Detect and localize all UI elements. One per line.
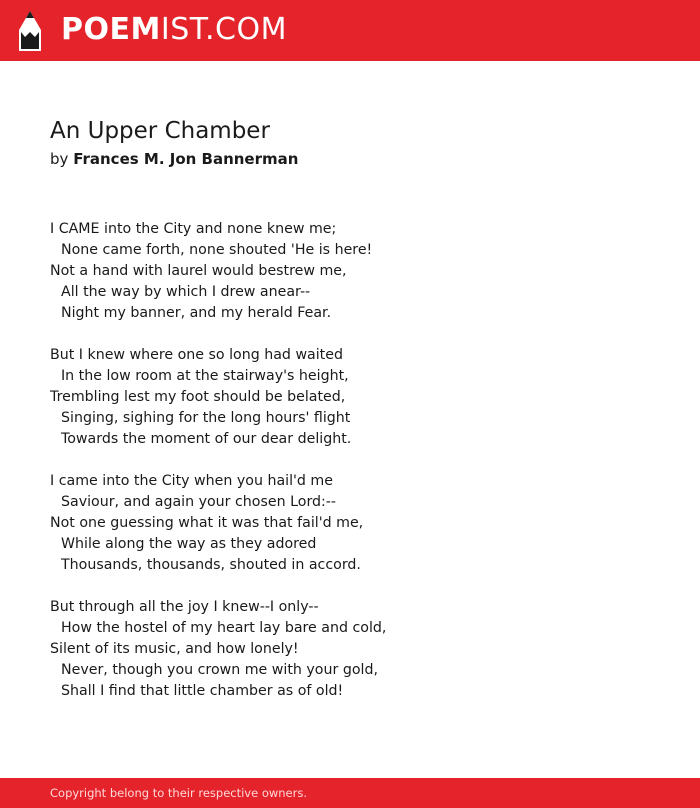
site-header bbox=[0, 0, 700, 61]
poem-line: Not one guessing what it was that fail'd me, bbox=[50, 515, 364, 531]
poem-line: While along the way as they adored bbox=[61, 536, 317, 552]
poem-line: Never, though you crown me with your gold, bbox=[61, 662, 378, 678]
poem-line: Towards the moment of our dear delight. bbox=[61, 431, 352, 447]
poem-line: I came into the City when you hail'd me bbox=[50, 473, 333, 489]
poem-body bbox=[50, 219, 650, 702]
poem-line: Saviour, and again your chosen Lord:-- bbox=[61, 494, 337, 510]
poem-line: But through all the joy I knew--I only-- bbox=[50, 599, 319, 615]
stanza-break bbox=[50, 576, 650, 597]
poem-line: How the hostel of my heart lay bare and cold, bbox=[61, 620, 387, 636]
poem-line: I CAME into the City and none knew me; bbox=[50, 221, 337, 237]
brand-bold: POEM bbox=[61, 12, 161, 47]
poem-line: But I knew where one so long had waited bbox=[50, 347, 343, 363]
poem-line: In the low room at the stairway's height, bbox=[61, 368, 349, 384]
poem-line: Shall I find that little chamber as of old! bbox=[61, 683, 344, 699]
author-name[interactable]: Frances M. Jon Bannerman bbox=[73, 150, 299, 168]
poem-line: Singing, sighing for the long hours' flight bbox=[61, 410, 351, 426]
poem-line: Silent of its music, and how lonely! bbox=[50, 641, 299, 657]
byline-prefix: by bbox=[50, 150, 69, 168]
poem-line: Not a hand with laurel would bestrew me, bbox=[50, 263, 347, 279]
poem-title: An Upper Chamber bbox=[50, 118, 270, 144]
site-footer bbox=[0, 778, 700, 808]
brand-rest: IST.COM bbox=[160, 12, 287, 47]
site-logo-text[interactable] bbox=[61, 12, 287, 48]
copyright-notice: Copyright belong to their respective owners. bbox=[50, 786, 308, 800]
poem-line: Trembling lest my foot should be belated, bbox=[50, 389, 346, 405]
poem-byline bbox=[50, 149, 298, 169]
poem-line: All the way by which I drew anear-- bbox=[61, 284, 311, 300]
poem-line: None came forth, none shouted 'He is here! bbox=[61, 242, 373, 258]
pencil-icon[interactable] bbox=[18, 10, 42, 52]
stanza-break bbox=[50, 450, 650, 471]
poem-line: Thousands, thousands, shouted in accord. bbox=[61, 557, 361, 573]
poem-line: Night my banner, and my herald Fear. bbox=[61, 305, 332, 321]
stanza-break bbox=[50, 324, 650, 345]
